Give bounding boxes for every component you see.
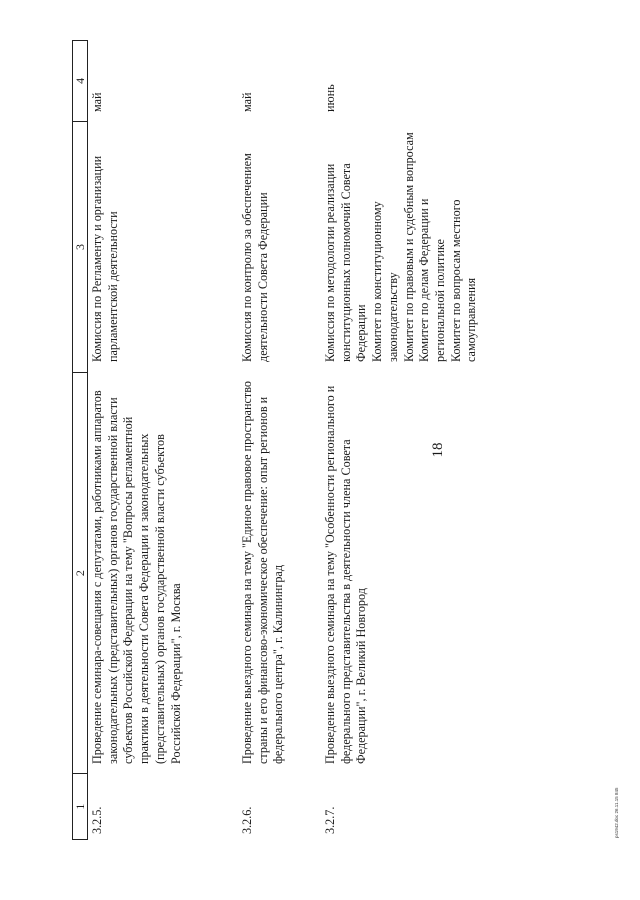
page-number: 18 — [430, 442, 446, 458]
document-footer-code: ps1942.doc 26.11.15 845 — [614, 787, 619, 838]
row-month: июнь — [323, 84, 337, 112]
row-description: Проведение семинара-совещания с депутатами, работниками аппаратов законодательных (представительных) органов государственной власти субъектов Российской Федерации на тему "Вопросы регламентной практики в деятельности Совета Федерации и законодательных (представительных) органов государственной власти субъектов Российской Федерации", г. Москва — [90, 390, 183, 764]
row-description: Проведение выездного семинара на тему "Особенности регионального и федерального представительства в деятельности члена Совета Федерации", г. Великий Новгород — [323, 385, 369, 764]
committee-item: Комитет по конституционному законодательству — [370, 201, 400, 362]
row-month: май — [90, 92, 104, 112]
row-month: май — [240, 92, 254, 112]
table-row — [90, 40, 240, 840]
table-row — [240, 40, 323, 840]
row-number: 3.2.6. — [240, 806, 254, 834]
committee-item: Комитет по правовым и судебным вопросам — [401, 132, 416, 362]
row-description: Проведение выездного семинара на тему "Единое правовое пространство страны и его финансово-экономическое обеспечение: опыт регионов и федерального центра", г. Калининград — [240, 381, 286, 764]
committee-item: Комитет по вопросам местного самоуправления — [448, 199, 479, 362]
committee-item: Комитет по делам Федерации и региональной политике — [417, 198, 447, 362]
table-row — [323, 40, 503, 840]
row-committees — [240, 120, 323, 372]
header-col-3: 3 — [73, 121, 87, 372]
committee-item: Комиссия по Регламенту и организации парламентской деятельности — [90, 155, 120, 362]
header-col-4: 4 — [73, 77, 87, 84]
table-body — [90, 40, 503, 840]
row-number: 3.2.7. — [323, 806, 337, 834]
row-number: 3.2.5. — [90, 806, 104, 834]
committee-item: Комиссия по контролю за обеспечением деятельности Совета Федерации — [240, 153, 270, 362]
header-col-1: 1 — [73, 773, 87, 839]
committee-item: Комиссия по методологии реализации конституционных полномочий Совета Федерации — [323, 163, 369, 362]
row-committees — [90, 120, 240, 372]
header-col-2: 2 — [73, 372, 87, 773]
table-header — [72, 40, 88, 840]
row-committees — [323, 120, 503, 372]
